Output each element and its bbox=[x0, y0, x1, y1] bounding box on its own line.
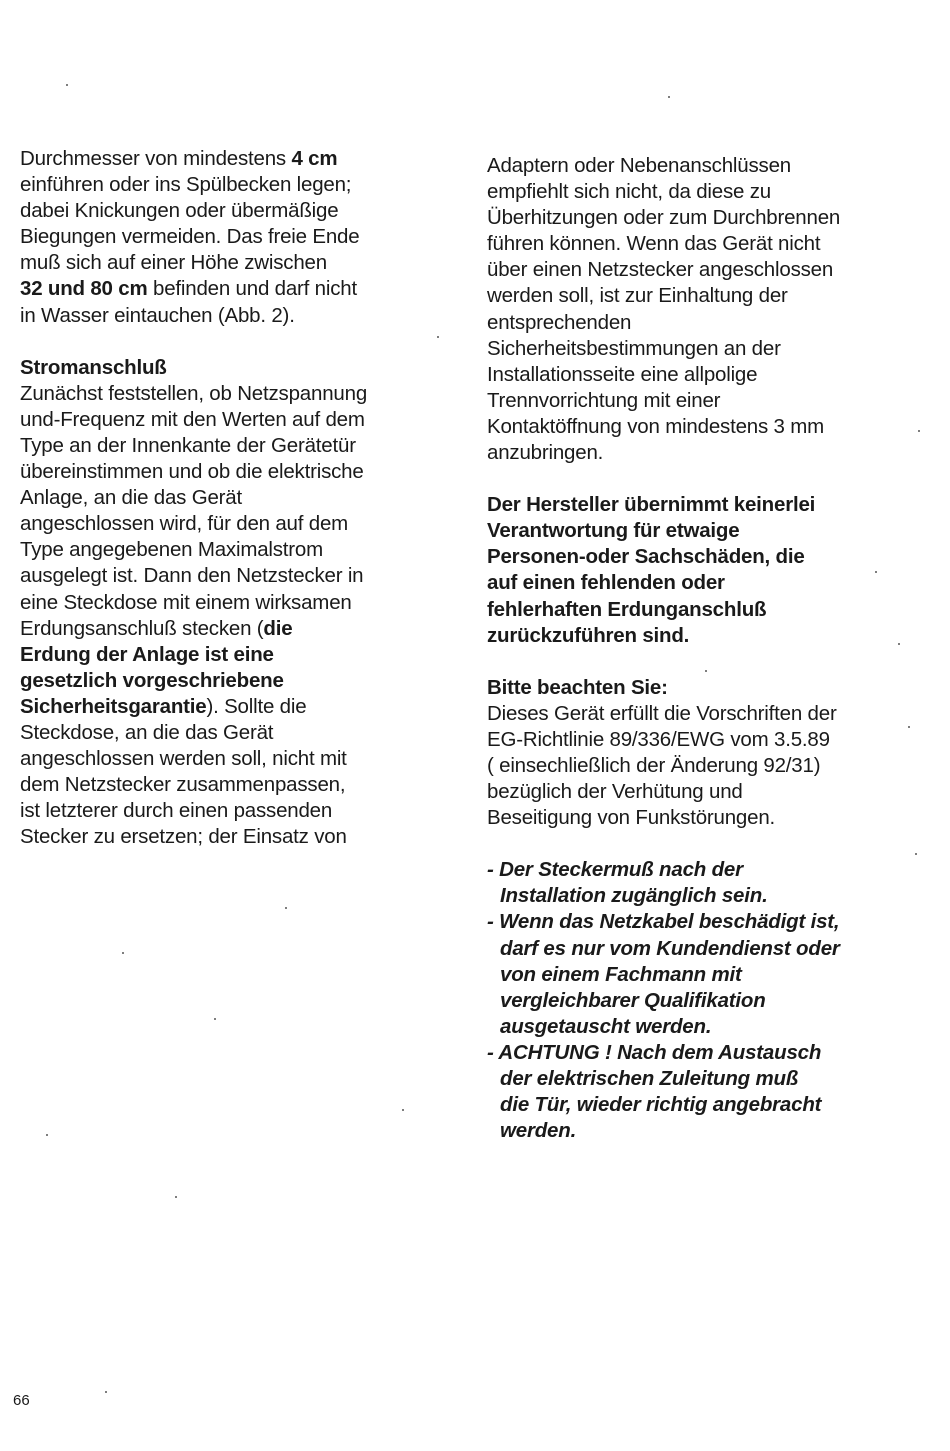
text-line: und-Frequenz mit den Werten auf dem bbox=[20, 407, 365, 431]
text-line: Installation zugänglich sein. bbox=[500, 884, 768, 908]
text-line: - Der Steckermuß nach der bbox=[487, 858, 743, 882]
text-line: Durchmesser von mindestens 4 cm bbox=[20, 147, 338, 170]
text-line: eine Steckdose mit einem wirksamen bbox=[20, 590, 352, 614]
adapter-paragraph bbox=[487, 153, 907, 466]
text-line: auf einen fehlenden oder bbox=[487, 571, 725, 595]
scan-speck bbox=[122, 952, 124, 954]
text-line: Anlage, an die das Gerät bbox=[20, 486, 242, 510]
text-line: Type angegebenen Maximalstrom bbox=[20, 538, 324, 562]
text-line: vergleichbarer Qualifikation bbox=[500, 988, 766, 1012]
text-line: übereinstimmen und ob die elektrische bbox=[20, 460, 364, 484]
text-line: ausgelegt ist. Dann den Netzstecker in bbox=[20, 564, 364, 588]
text-line: - Wenn das Netzkabel beschädigt ist, bbox=[487, 910, 840, 934]
text-line: zurückzuführen sind. bbox=[487, 623, 690, 647]
text-line: Installationsseite eine allpolige bbox=[487, 362, 758, 386]
text-line: Personen-oder Sachschäden, die bbox=[487, 545, 805, 569]
text-line: ausgetauscht werden. bbox=[500, 1014, 712, 1038]
text-line: dem Netzstecker zusammenpassen, bbox=[20, 773, 346, 797]
text-line: empfiehlt sich nicht, da diese zu bbox=[487, 180, 771, 204]
text-line: angeschlossen werden soll, nicht mit bbox=[20, 747, 347, 771]
scan-speck bbox=[214, 1018, 216, 1020]
text-line: über einen Netzstecker angeschlossen bbox=[487, 258, 834, 282]
text-line: dabei Knickungen oder übermäßige bbox=[20, 199, 339, 223]
scan-speck bbox=[66, 84, 68, 86]
scan-speck bbox=[105, 1391, 107, 1393]
text-line: der elektrischen Zuleitung muß bbox=[500, 1067, 799, 1090]
scan-speck bbox=[705, 670, 707, 672]
text-line: Sicherheitsgarantie). Sollte die bbox=[20, 694, 307, 718]
compliance-paragraph bbox=[487, 701, 907, 831]
scan-speck bbox=[908, 726, 910, 728]
left-column bbox=[20, 146, 440, 850]
text-line: Der Hersteller übernimmt keinerlei bbox=[487, 493, 816, 517]
text-line: die Tür, wieder richtig angebracht bbox=[500, 1093, 822, 1117]
text-line: werden. bbox=[500, 1119, 577, 1143]
text-line: Trennvorrichtung mit einer bbox=[487, 388, 721, 412]
text-line: fehlerhaften Erdunganschluß bbox=[487, 597, 767, 621]
bullet-item bbox=[487, 1040, 907, 1144]
text-line: Verantwortung für etwaige bbox=[487, 519, 740, 543]
scan-speck bbox=[402, 1109, 404, 1111]
text-line: ( einsechließlich der Änderung 92/31) bbox=[487, 753, 821, 777]
section-heading: Stromanschluß bbox=[20, 355, 167, 379]
text-line: - ACHTUNG ! Nach dem Austausch bbox=[487, 1040, 822, 1064]
text-line: Sicherheitsbestimmungen an der bbox=[487, 336, 781, 360]
text-line: angeschlossen wird, für den auf dem bbox=[20, 512, 349, 536]
text-line: gesetzlich vorgeschriebene bbox=[20, 668, 284, 692]
text-line: Stecker zu ersetzen; der Einsatz von bbox=[20, 825, 347, 849]
text-line: Type an der Innenkante der Gerätetür bbox=[20, 433, 356, 457]
right-column bbox=[487, 153, 907, 1144]
bullet-item bbox=[487, 909, 907, 1039]
text-line: anzubringen. bbox=[487, 441, 604, 465]
scan-speck bbox=[918, 430, 920, 432]
text-line: führen können. Wenn das Gerät nicht bbox=[487, 232, 821, 256]
scan-speck bbox=[46, 1134, 48, 1136]
text-line: in Wasser eintauchen (Abb. 2). bbox=[20, 303, 295, 327]
scan-speck bbox=[875, 571, 877, 573]
page-number: 66 bbox=[13, 1392, 30, 1409]
text-line: bezüglich der Verhütung und bbox=[487, 780, 743, 804]
liability-warning bbox=[487, 492, 907, 649]
text-line: Erdungsanschluß stecken (die bbox=[20, 616, 293, 640]
text-line: entsprechenden bbox=[487, 310, 632, 334]
text-line: Erdung der Anlage ist eine bbox=[20, 642, 274, 666]
text-line: ist letzterer durch einen passenden bbox=[20, 799, 333, 823]
scan-speck bbox=[175, 1196, 177, 1198]
bullet-list bbox=[487, 857, 907, 1144]
scan-speck bbox=[437, 336, 439, 338]
drain-hose-paragraph bbox=[20, 146, 440, 329]
text-line: muß sich auf einer Höhe zwischen bbox=[20, 251, 327, 275]
text-line: Zunächst feststellen, ob Netzspannung bbox=[20, 381, 368, 405]
scan-speck bbox=[898, 643, 900, 645]
text-line: Dieses Gerät erfüllt die Vorschriften der bbox=[487, 701, 837, 725]
power-connection-paragraph bbox=[20, 381, 440, 851]
text-line: 32 und 80 cm befinden und darf nicht bbox=[20, 277, 357, 301]
text-line: Kontaktöffnung von mindestens 3 mm bbox=[487, 414, 824, 438]
text-line: Beseitigung von Funkstörungen. bbox=[487, 806, 776, 830]
bullet-item bbox=[487, 857, 907, 909]
text-line: Steckdose, an die das Gerät bbox=[20, 720, 274, 744]
text-line: einführen oder ins Spülbecken legen; bbox=[20, 173, 352, 197]
text-line: Biegungen vermeiden. Das freie Ende bbox=[20, 225, 360, 249]
scan-speck bbox=[915, 853, 917, 855]
text-line: EG-Richtlinie 89/336/EWG vom 3.5.89 bbox=[487, 727, 830, 751]
text-line: darf es nur vom Kundendienst oder bbox=[500, 936, 840, 960]
scan-speck bbox=[668, 96, 670, 98]
scan-speck bbox=[285, 907, 287, 909]
text-line: Adaptern oder Nebenanschlüssen bbox=[487, 154, 791, 177]
text-line: Überhitzungen oder zum Durchbrennen bbox=[487, 206, 841, 230]
text-line: von einem Fachmann mit bbox=[500, 962, 742, 986]
text-line: werden soll, ist zur Einhaltung der bbox=[487, 284, 788, 308]
note-heading: Bitte beachten Sie: bbox=[487, 675, 668, 699]
